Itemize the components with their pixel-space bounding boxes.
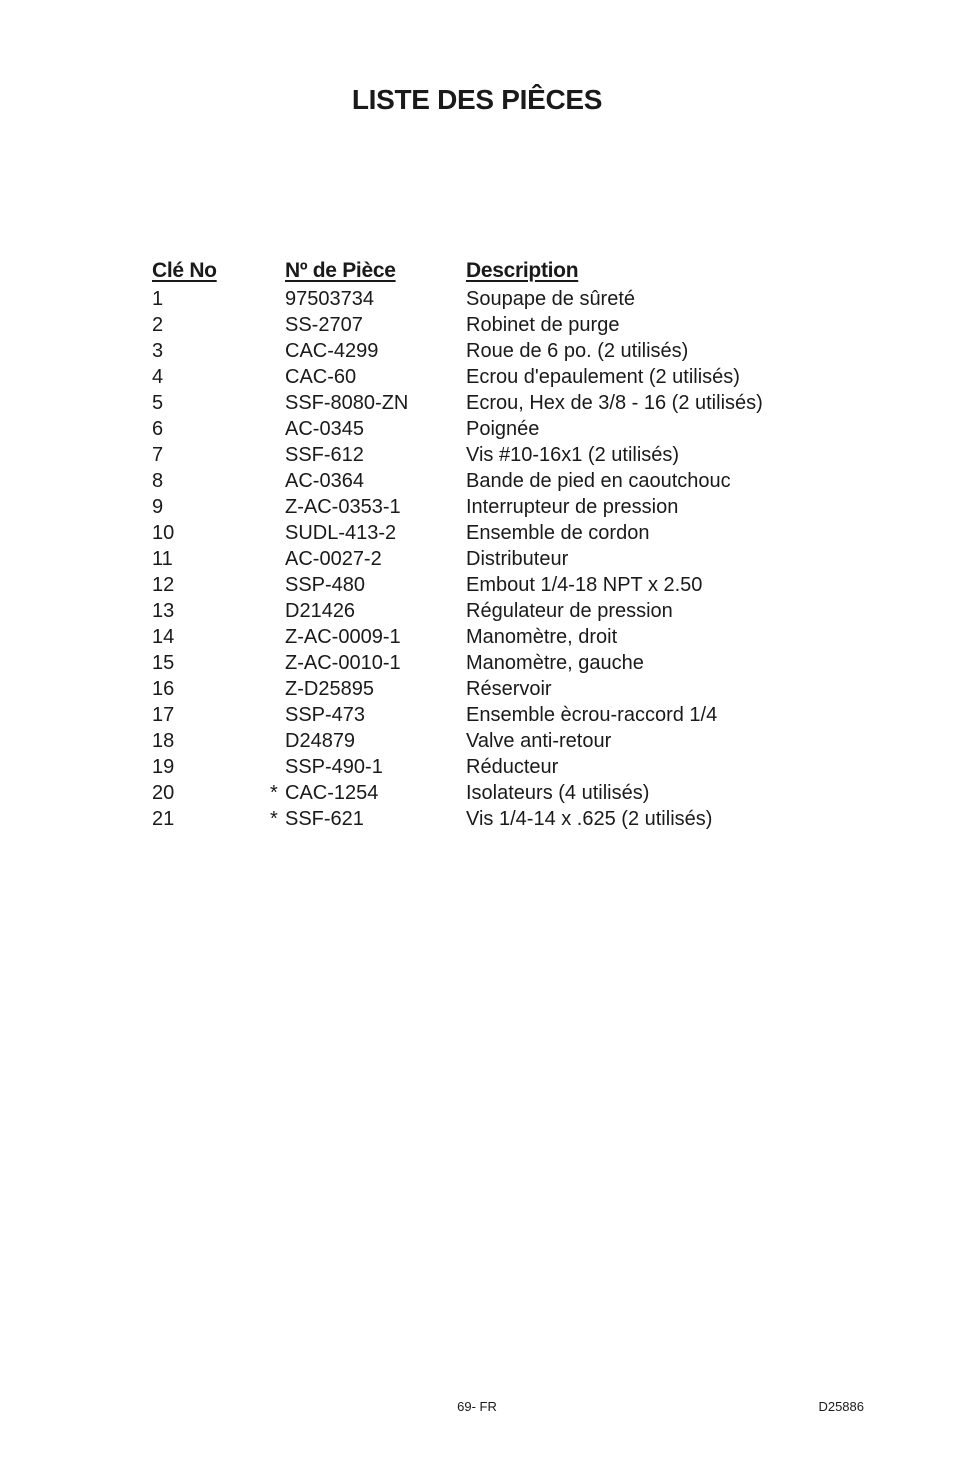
row-description: Soupape de sûreté <box>466 288 636 310</box>
row-part-number <box>285 442 364 468</box>
row-part-number <box>285 598 355 624</box>
row-key: 5 <box>152 392 164 414</box>
table-row <box>152 728 852 754</box>
table-row <box>152 364 852 390</box>
row-key: 9 <box>152 496 164 518</box>
table-row <box>152 624 852 650</box>
row-key: 17 <box>152 704 175 726</box>
table-row <box>152 390 852 416</box>
row-description: Manomètre, gauche <box>466 652 644 674</box>
table-row <box>152 572 852 598</box>
row-description: Vis #10-16x1 (2 utilisés) <box>466 444 680 466</box>
row-part-text: AC-0027-2 <box>285 548 382 570</box>
table-row <box>152 520 852 546</box>
row-description: Robinet de purge <box>466 314 620 336</box>
row-part-number <box>285 338 378 364</box>
row-part-number <box>285 676 374 702</box>
row-part-text: 97503734 <box>285 288 374 310</box>
document-code: D25886 <box>818 1399 864 1414</box>
page-number: 69- FR <box>457 1399 497 1414</box>
row-key: 4 <box>152 366 164 388</box>
row-key: 21 <box>152 808 175 830</box>
row-key: 12 <box>152 574 175 596</box>
row-key: 8 <box>152 470 164 492</box>
row-description: Réservoir <box>466 678 552 700</box>
row-description: Ecrou, Hex de 3/8 - 16 (2 utilisés) <box>466 392 763 414</box>
table-row <box>152 442 852 468</box>
row-key: 10 <box>152 522 175 544</box>
row-part-text: AC-0364 <box>285 470 364 492</box>
row-part-text: D24879 <box>285 730 356 752</box>
row-part-number <box>285 494 401 520</box>
table-row <box>152 338 852 364</box>
table-body <box>152 286 852 832</box>
row-key: 7 <box>152 444 164 466</box>
table-header <box>152 256 852 286</box>
row-part-text: SSP-490-1 <box>285 756 383 778</box>
table-row <box>152 676 852 702</box>
row-description: Régulateur de pression <box>466 600 673 622</box>
row-key: 15 <box>152 652 175 674</box>
row-description: Réducteur <box>466 756 559 778</box>
row-part-text: SSP-480 <box>285 574 366 596</box>
row-key: 3 <box>152 340 164 362</box>
row-part-number <box>285 468 364 494</box>
row-key: 14 <box>152 626 175 648</box>
table-row <box>152 702 852 728</box>
row-part-number <box>285 416 364 442</box>
table-row <box>152 754 852 780</box>
row-part-number <box>285 364 356 390</box>
row-description: Distributeur <box>466 548 569 570</box>
row-part-text: CAC-1254 <box>285 782 379 804</box>
row-part-number <box>270 806 364 832</box>
row-part-number <box>285 572 365 598</box>
row-part-text: AC-0345 <box>285 418 364 440</box>
row-key: 16 <box>152 678 175 700</box>
table-row <box>152 780 852 806</box>
table-row <box>152 546 852 572</box>
table-row <box>152 494 852 520</box>
row-part-text: Z-D25895 <box>285 678 374 700</box>
row-part-text: SS-2707 <box>285 314 363 336</box>
row-part-text: Z-AC-0009-1 <box>285 626 401 648</box>
row-part-text: D21426 <box>285 600 356 622</box>
row-part-number <box>285 520 396 546</box>
row-description: Bande de pied en caoutchouc <box>466 470 731 492</box>
row-part-number <box>285 650 401 676</box>
table-row <box>152 286 852 312</box>
row-part-number <box>285 728 355 754</box>
row-description: Ecrou d'epaulement (2 utilisés) <box>466 366 740 388</box>
row-part-text: SSP-473 <box>285 704 366 726</box>
row-key: 20 <box>152 782 175 804</box>
row-description: Poignée <box>466 418 540 440</box>
row-part-text: CAC-4299 <box>285 340 379 362</box>
header-description: Description <box>466 259 579 282</box>
row-part-number <box>285 702 365 728</box>
row-key: 13 <box>152 600 175 622</box>
row-description: Interrupteur de pression <box>466 496 679 518</box>
row-part-text: SSF-8080-ZN <box>285 392 409 414</box>
header-part-number: Nº de Pièce <box>285 259 396 282</box>
row-part-number <box>285 546 382 572</box>
row-description: Isolateurs (4 utilisés) <box>466 782 650 804</box>
header-key: Clé No <box>152 259 217 282</box>
parts-table <box>152 256 852 832</box>
row-part-number <box>270 780 379 806</box>
row-description: Valve anti-retour <box>466 730 612 752</box>
row-part-text: SSF-621 <box>285 808 364 830</box>
row-description: Ensemble de cordon <box>466 522 650 544</box>
row-mark: * <box>270 808 278 830</box>
table-row <box>152 598 852 624</box>
row-part-text: Z-AC-0353-1 <box>285 496 401 518</box>
row-part-text: Z-AC-0010-1 <box>285 652 401 674</box>
row-part-number <box>285 754 383 780</box>
row-key: 6 <box>152 418 164 440</box>
row-part-number <box>285 624 401 650</box>
row-key: 11 <box>152 548 173 570</box>
table-row <box>152 416 852 442</box>
page-title: LISTE DES PIÊCES <box>351 84 603 115</box>
row-part-number <box>285 312 363 338</box>
row-key: 1 <box>152 288 164 310</box>
row-part-text: CAC-60 <box>285 366 357 388</box>
table-row <box>152 806 852 832</box>
row-description: Ensemble ècrou-raccord 1/4 <box>466 704 718 726</box>
row-description: Roue de 6 po. (2 utilisés) <box>466 340 689 362</box>
table-row <box>152 468 852 494</box>
row-part-number <box>285 286 374 312</box>
row-key: 18 <box>152 730 175 752</box>
row-key: 2 <box>152 314 164 336</box>
row-part-text: SUDL-413-2 <box>285 522 397 544</box>
table-row <box>152 650 852 676</box>
table-row <box>152 312 852 338</box>
row-key: 19 <box>152 756 175 778</box>
row-description: Manomètre, droit <box>466 626 618 648</box>
row-description: Vis 1/4-14 x .625 (2 utilisés) <box>466 808 713 830</box>
row-description: Embout 1/4-18 NPT x 2.50 <box>466 574 703 596</box>
row-part-text: SSF-612 <box>285 444 364 466</box>
row-part-number <box>285 390 408 416</box>
row-mark: * <box>270 782 278 804</box>
